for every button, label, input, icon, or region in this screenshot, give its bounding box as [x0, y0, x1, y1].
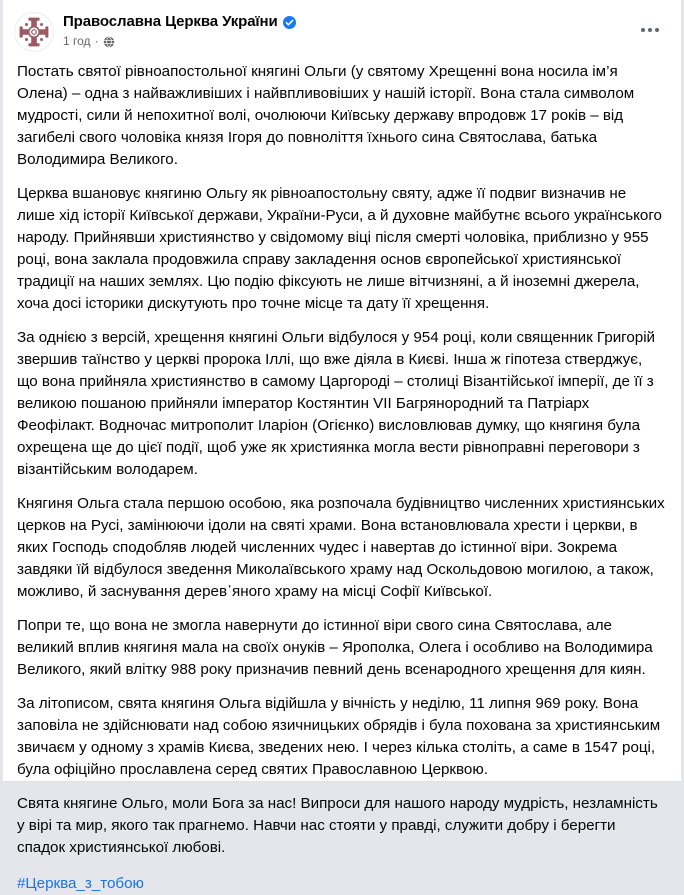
hashtag-line [17, 871, 667, 895]
globe-audience-icon [103, 36, 115, 48]
post-author-block [63, 12, 296, 49]
post-paragraph: За літописом, свята княгиня Ольга відійшла у вічність у неділю, 11 липня 969 року. Вона заповіла не здійснювати над собою язичницьких обрядів і була похована за християнським звичаєм у одному з храмів Києва, зведених нею. І через кілька століть, а саме в 1547 році, була офіційно прославлена серед святих Православною Церквою. [17, 695, 661, 778]
post-paragraph: За однією з версій, хрещення княгині Ольги відбулося у 954 році, коли священник Григорій звершив таїнство у церкві пророка Іллі, що вже діяла в Києві. Інша ж гіпотеза стверджує, що вона прийняла християнство в самому Царгороді – столиці Візантійської імперії, де її з великою пошаною прийняли імператор Костянтин VII Багрянородний та Патріарх Феофілакт. Водночас митрополит Іларіон (Огієнко) висловлював думку, що княгиня була охрещена ще до цієї події, щоб уже як християнка могла вести рівноправні переговори з візантійським володарем. [17, 329, 656, 478]
verified-check-icon [283, 16, 296, 29]
author-name-row [63, 13, 296, 31]
hashtag-link[interactable]: #Церква_з_тобою [17, 875, 144, 892]
post-paragraph: Постать святої рівноапостольної княгині Ольги (у святому Хрещенні вона носила ім’я Олена) – одна з найважливіших і найвпливовіших у нашій історії. Вона стала символом мудрості, сили й непохитної волі, очолюючи Київську державу впродовж 17 років – від загибелі свого чоловіка князя Ігоря до повноліття їхнього сина Святослава, батька Володимира Великого. [17, 63, 635, 168]
dot-3 [655, 28, 659, 32]
verified-badge[interactable] [283, 16, 296, 29]
facebook-post-card [3, 0, 681, 892]
post-header [3, 0, 681, 56]
post-meta-row [63, 34, 296, 49]
globe-icon[interactable] [103, 36, 115, 48]
post-paragraph: Церква вшановує княгиню Ольгу як рівноапостольну святу, адже її подвиг визначив не лише хід історії Київської держави, України-Руси, а й духовне майбутнє всього українського народу. Прийнявши християнство у свідомому віці після смерті чоловіка, приблизно у 955 році, вона заклала продовжила справу закладення основ європейської християнської традиції на наших землях. Цю подію фіксують не лише вітчизняні, а й іноземні джерела, хоча досі історики дискутують про точне місце та дату її хрещення. [17, 185, 662, 312]
post-paragraph: Свята княгине Ольго, моли Бога за нас! Випроси для нашого народу мудрість, незламність у вірі та мир, якого так прагнемо. Навчи нас стояти у правді, служити добру і берегти спадок християнської любові. [17, 795, 658, 856]
post-paragraph: Попри те, що вона не змогла навернути до істинної віри свого сина Святослава, але великий вплив княгиня мала на своїх онуків – Ярополка, Олега і особливо на Володимира Великого, який влітку 988 року призначив певний день всенародного хрещення для киян. [17, 617, 653, 678]
avatar[interactable] [14, 12, 54, 52]
post-message-body [3, 61, 681, 895]
meta-separator: · [94, 34, 99, 48]
page-name[interactable]: Православна Церква України [63, 13, 278, 30]
orthodox-cross-icon [17, 15, 51, 49]
dot-2 [648, 28, 652, 32]
post-timestamp[interactable]: 1 год [63, 34, 91, 48]
dot-1 [641, 28, 645, 32]
more-options-button[interactable] [635, 20, 665, 40]
post-paragraph: Княгиня Ольга стала першою особою, яка розпочала будівництво численних християнських церков на Русі, замінюючи ідоли на святі храми. Вона встановлювала хрести і церкви, в яких Господь сподобляв людей численних чудес і навертав до істинної віри. Зокрема завдяки їй відбулося зведення Миколаївського храму над Оскольдовою могилою, а також, можливо, й заснування дерев᾿яного храму на місці Софії Київської. [17, 495, 665, 600]
